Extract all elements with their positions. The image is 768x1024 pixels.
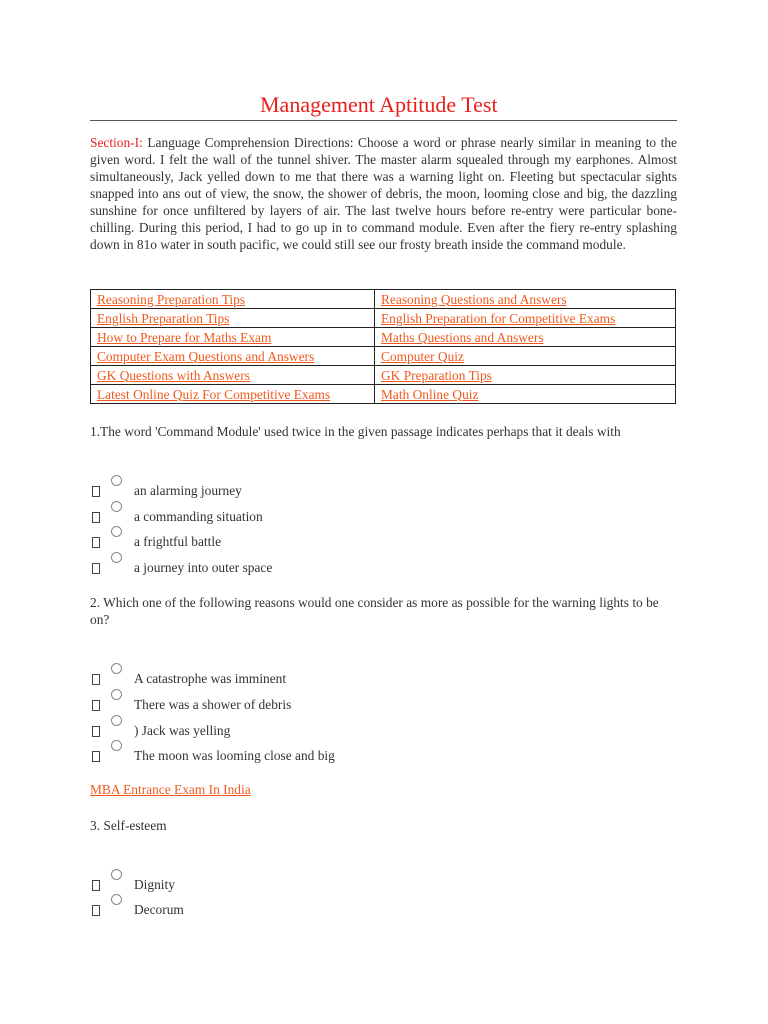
- checkbox-glyph-icon: [92, 700, 100, 711]
- table-row: [91, 309, 676, 328]
- table-row: [91, 347, 676, 366]
- table-row: [91, 366, 676, 385]
- link-gk-questions-answers[interactable]: GK Questions with Answers: [97, 367, 250, 383]
- question-2-option-a: [90, 671, 677, 691]
- mba-link-wrap: [90, 782, 251, 798]
- question-2-text: 2. Which one of the following reasons would one consider as more as possible for the warning lights to be on?: [90, 595, 659, 627]
- table-cell: [375, 309, 676, 328]
- radio-button[interactable]: [111, 526, 122, 537]
- link-prepare-maths-exam[interactable]: How to Prepare for Maths Exam: [97, 329, 272, 345]
- link-computer-quiz[interactable]: Computer Quiz: [381, 348, 464, 364]
- option-label: a journey into outer space: [134, 560, 273, 575]
- table-cell: [91, 385, 375, 404]
- option-label: ) Jack was yelling: [134, 723, 231, 738]
- table-cell: [91, 309, 375, 328]
- passage: [90, 134, 677, 253]
- question-1-option-c: [90, 534, 677, 554]
- table-cell: [91, 347, 375, 366]
- checkbox-glyph-icon: [92, 880, 100, 891]
- option-label: Dignity: [134, 877, 175, 892]
- checkbox-glyph-icon: [92, 674, 100, 685]
- table-cell: [375, 385, 676, 404]
- question-2-option-b: [90, 697, 677, 717]
- page-title: Management Aptitude Test: [260, 92, 498, 117]
- question-2-option-c: [90, 723, 677, 743]
- radio-button[interactable]: [111, 715, 122, 726]
- title-rule: [90, 92, 677, 121]
- option-label: Decorum: [134, 902, 184, 917]
- link-english-competitive-exams[interactable]: English Preparation for Competitive Exams: [381, 310, 616, 326]
- checkbox-glyph-icon: [92, 905, 100, 916]
- question-3-text: 3. Self-esteem: [90, 818, 167, 833]
- link-reasoning-preparation-tips[interactable]: Reasoning Preparation Tips: [97, 291, 246, 307]
- table-row: [91, 328, 676, 347]
- checkbox-glyph-icon: [92, 726, 100, 737]
- radio-button[interactable]: [111, 740, 122, 751]
- question-1-option-b: [90, 509, 677, 529]
- option-label: a frightful battle: [134, 534, 222, 549]
- question-1-text: 1.The word 'Command Module' used twice in the given passage indicates perhaps that it deals with: [90, 424, 621, 439]
- passage-text: Language Comprehension Directions: Choose a word or phrase nearly similar in meaning to the given word. I felt the wall of the tunnel shiver. The master alarm squealed through my earphones. Almost simultaneously, Jack yelled down to me that there was a warning light on. Fleeting but spectacular sights snapped into ans out of view, the snow, the shower of debris, the moon, looming close and big, the dazzling sunshine for once unfiltered by layers of air. The last twelve hours before re-entry were particular bone-chilling. During this period, I had to go up in to command module. Even after the fiery re-entry splashing down in 81o water in south pacific, we could still see our frosty breath inside the command module.: [90, 135, 677, 252]
- checkbox-glyph-icon: [92, 537, 100, 548]
- table-cell: [375, 290, 676, 309]
- link-english-preparation-tips[interactable]: English Preparation Tips: [97, 310, 230, 326]
- option-label: an alarming journey: [134, 483, 242, 498]
- radio-button[interactable]: [111, 501, 122, 512]
- link-mba-entrance-exam[interactable]: MBA Entrance Exam In India: [90, 782, 251, 797]
- option-label: A catastrophe was imminent: [134, 671, 287, 686]
- checkbox-glyph-icon: [92, 563, 100, 574]
- radio-button[interactable]: [111, 869, 122, 880]
- links-table: [90, 289, 676, 404]
- link-maths-questions-answers[interactable]: Maths Questions and Answers: [381, 329, 544, 345]
- table-cell: [375, 328, 676, 347]
- table-cell: [375, 366, 676, 385]
- table-row: [91, 385, 676, 404]
- link-gk-preparation-tips[interactable]: GK Preparation Tips: [381, 367, 492, 383]
- option-label: a commanding situation: [134, 509, 263, 524]
- link-computer-exam-questions[interactable]: Computer Exam Questions and Answers: [97, 348, 315, 364]
- checkbox-glyph-icon: [92, 486, 100, 497]
- link-reasoning-questions-answers[interactable]: Reasoning Questions and Answers: [381, 291, 567, 307]
- question-3-option-a: [90, 877, 677, 897]
- radio-button[interactable]: [111, 689, 122, 700]
- question-2-option-d: [90, 748, 677, 768]
- radio-button[interactable]: [111, 552, 122, 563]
- checkbox-glyph-icon: [92, 751, 100, 762]
- question-1-option-d: [90, 560, 677, 580]
- option-label: There was a shower of debris: [134, 697, 292, 712]
- section-label: Section-I:: [90, 135, 143, 150]
- table-cell: [375, 347, 676, 366]
- question-3-option-b: [90, 902, 677, 922]
- link-latest-online-quiz[interactable]: Latest Online Quiz For Competitive Exams: [97, 386, 331, 402]
- option-label: The moon was looming close and big: [134, 748, 335, 763]
- table-cell: [91, 328, 375, 347]
- radio-button[interactable]: [111, 894, 122, 905]
- radio-button[interactable]: [111, 475, 122, 486]
- table-row: [91, 290, 676, 309]
- table-cell: [91, 366, 375, 385]
- radio-button[interactable]: [111, 663, 122, 674]
- link-math-online-quiz[interactable]: Math Online Quiz: [381, 386, 479, 402]
- table-cell: [91, 290, 375, 309]
- checkbox-glyph-icon: [92, 512, 100, 523]
- question-1-option-a: [90, 483, 677, 503]
